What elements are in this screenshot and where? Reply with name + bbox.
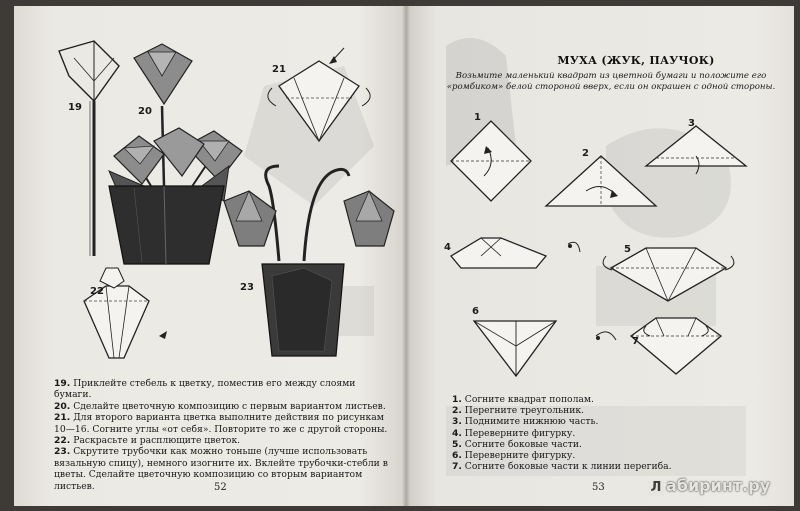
right-instructions bbox=[452, 394, 782, 472]
step-4: 4. Переверните фигурку. bbox=[452, 427, 576, 439]
figure-22-label: 22 bbox=[90, 286, 104, 297]
book-spread bbox=[14, 6, 794, 506]
figure-22-diagram bbox=[14, 6, 406, 376]
figure-23-label: 23 bbox=[240, 282, 254, 293]
labirint-watermark bbox=[648, 476, 770, 496]
watermark-badge: Л bbox=[648, 480, 664, 496]
step-6: 6. Переверните фигурку. bbox=[452, 450, 576, 462]
figure-7-label: 7 bbox=[632, 336, 639, 347]
step-5: 5. Согните боковые части. bbox=[452, 438, 582, 450]
step-19: 19. Приклейте стебель к цветку, поместив его между слоями бумаги. bbox=[54, 378, 356, 401]
watermark-text: абиринт.ру bbox=[666, 476, 771, 495]
step-23: 23. Скрутите трубочки как можно тоньше (лучше использовать вязальную спицу), немного изогните их. Вклейте трубочки-стебли в цветы. Сделайте цветочную композицию со вторым вариантом листьев. bbox=[54, 446, 388, 492]
figure-5-label: 5 bbox=[624, 244, 631, 255]
figure-4-label: 4 bbox=[444, 242, 451, 253]
figure-2-label: 2 bbox=[582, 148, 589, 159]
step-7: 7. Согните боковые части к линии перегиба. bbox=[452, 461, 672, 473]
intro-text: Возьмите маленький квадрат из цветной бумаги и положите его «ромбиком» белой стороной вверх, если он окрашен с одной стороны. bbox=[446, 71, 776, 93]
page-number-left: 52 bbox=[214, 482, 227, 493]
figure-19-label: 19 bbox=[68, 102, 82, 113]
left-page bbox=[14, 6, 406, 506]
step-20: 20. Сделайте цветочную композицию с первым вариантом листьев. bbox=[54, 400, 386, 412]
step-22: 22. Раскрасьте и расплющите цветок. bbox=[54, 435, 241, 447]
fly-folding-diagrams bbox=[406, 6, 794, 386]
figure-3-label: 3 bbox=[688, 118, 695, 129]
figure-1-label: 1 bbox=[474, 112, 481, 123]
figure-6-label: 6 bbox=[472, 306, 479, 317]
page-title: МУХА (ЖУК, ПАУЧОК) bbox=[557, 54, 715, 67]
figure-20-label: 20 bbox=[138, 106, 152, 117]
book-gutter bbox=[402, 6, 410, 506]
page-number-right: 53 bbox=[592, 482, 605, 493]
step-21: 21. Для второго варианта цветка выполните действия по рисункам 10—16. Согните углы «от себя». Повторите то же с другой стороны. bbox=[54, 412, 388, 435]
step-1: 1. Согните квадрат пополам. bbox=[452, 394, 594, 405]
right-page bbox=[406, 6, 794, 506]
step-3: 3. Поднимите нижнюю часть. bbox=[452, 416, 599, 428]
step-2: 2. Перегните треугольник. bbox=[452, 405, 584, 417]
left-instructions bbox=[54, 378, 394, 492]
figure-21-label: 21 bbox=[272, 64, 286, 75]
